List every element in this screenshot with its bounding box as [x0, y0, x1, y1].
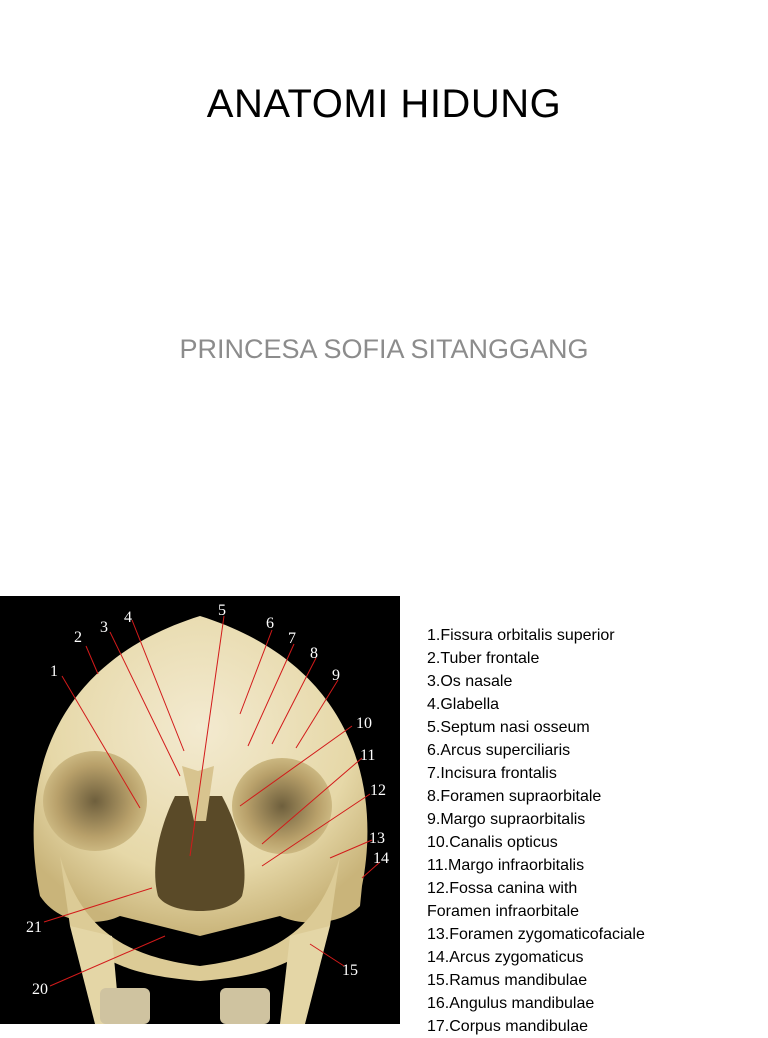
figure-label: 11	[360, 747, 376, 764]
legend-item: 10.Canalis opticus	[427, 834, 558, 851]
legend-item: 17.Corpus mandibulae	[427, 1018, 588, 1035]
orbit-left	[43, 751, 147, 851]
skull-illustration	[0, 596, 400, 1024]
legend-item: 1.Fissura orbitalis superior	[427, 627, 615, 644]
legend-item: 4.Glabella	[427, 696, 500, 713]
legend-item: 3.Os nasale	[427, 673, 513, 690]
teeth-left	[100, 988, 150, 1024]
anatomy-legend	[427, 624, 762, 1038]
figure-label: 3	[100, 619, 108, 636]
slide-subtitle: PRINCESA SOFIA SITANGGANG	[179, 334, 589, 364]
figure-label: 6	[266, 615, 274, 632]
figure-label: 2	[74, 629, 82, 646]
teeth-right	[220, 988, 270, 1024]
skull-figure	[0, 596, 400, 1024]
figure-label: 4	[124, 609, 132, 626]
legend-item: 6.Arcus superciliaris	[427, 742, 571, 759]
legend-item: 8.Foramen supraorbitale	[427, 788, 602, 805]
figure-label: 20	[32, 981, 48, 998]
legend-item: Foramen infraorbitale	[427, 903, 580, 920]
figure-label: 7	[288, 630, 296, 647]
legend-item: 16.Angulus mandibulae	[427, 995, 595, 1012]
figure-label: 5	[218, 602, 226, 619]
figure-label: 1	[50, 663, 58, 680]
figure-label: 10	[356, 715, 372, 732]
figure-label: 21	[26, 919, 42, 936]
legend-item: 12.Fossa canina with	[427, 880, 578, 897]
legend-item: 9.Margo supraorbitalis	[427, 811, 586, 828]
figure-label: 15	[342, 962, 358, 979]
legend-item: 15.Ramus mandibulae	[427, 972, 588, 989]
legend-item: 2.Tuber frontale	[427, 650, 540, 667]
figure-label: 8	[310, 645, 318, 662]
legend-item: 11.Margo infraorbitalis	[427, 857, 585, 874]
legend-item: 13.Foramen zygomaticofaciale	[427, 926, 645, 943]
figure-label: 13	[369, 830, 385, 847]
slide-title: ANATOMI HIDUNG	[206, 82, 562, 126]
legend-item: 5.Septum nasi osseum	[427, 719, 590, 736]
figure-label: 14	[373, 850, 389, 867]
orbit-right	[232, 758, 332, 854]
figure-label: 12	[370, 782, 386, 799]
legend-item: 7.Incisura frontalis	[427, 765, 557, 782]
legend-item: 14.Arcus zygomaticus	[427, 949, 584, 966]
figure-label: 9	[332, 667, 340, 684]
